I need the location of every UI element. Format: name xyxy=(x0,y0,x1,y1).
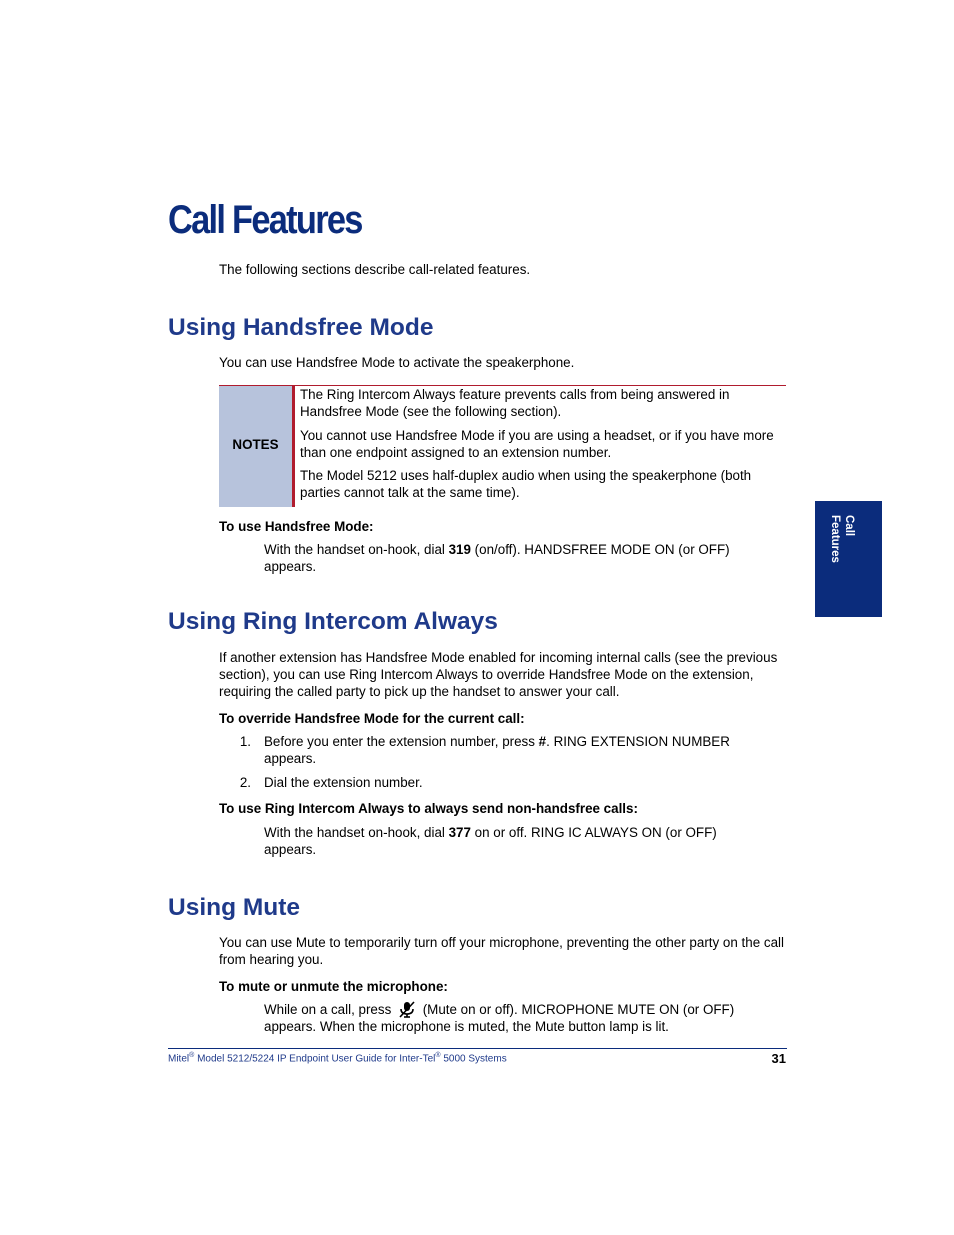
key-label: # xyxy=(538,734,547,749)
page-number: 31 xyxy=(771,1051,786,1066)
note-item: You cannot use Handsfree Mode if you are using a headset, or if you have more than one endpoint assigned to an extension number. xyxy=(300,428,774,460)
step-text: With the handset on-hook, dial xyxy=(264,825,449,840)
procedure-heading-always: To use Ring Intercom Always to always send non-handsfree calls: xyxy=(219,801,638,816)
section-heading-mute: Using Mute xyxy=(168,894,301,921)
registered-mark: ® xyxy=(189,1052,195,1059)
mute-step xyxy=(264,1001,769,1035)
step-text: . RING EXTENSION NUMBER appears. xyxy=(264,734,730,766)
chapter-side-tab xyxy=(815,501,882,617)
feature-code: 319 xyxy=(448,542,471,557)
procedure-heading-override: To override Handsfree Mode for the current call: xyxy=(219,711,525,726)
chapter-title: Call Features xyxy=(168,198,362,242)
ring-intercom-step xyxy=(264,824,769,858)
step-text: With the handset on-hook, dial xyxy=(264,542,449,557)
step-text: Before you enter the extension number, press xyxy=(264,734,539,749)
procedure-heading-handsfree: To use Handsfree Mode: xyxy=(219,519,374,534)
step-text: on or off. RING IC ALWAYS ON (or OFF) appears. xyxy=(264,825,717,857)
note-item: The Model 5212 uses half-duplex audio when using the speakerphone (both parties cannot talk at the same time). xyxy=(300,468,752,500)
registered-mark: ® xyxy=(435,1052,441,1059)
handsfree-step xyxy=(264,541,769,575)
step-number: 2. xyxy=(239,775,251,790)
notes-label: NOTES xyxy=(232,437,279,452)
list-item xyxy=(231,733,771,767)
note-item: The Ring Intercom Always feature prevents calls from being answered in Handsfree Mode (see the following section). xyxy=(300,387,730,419)
footer-rule xyxy=(168,1048,787,1049)
step-number: 1. xyxy=(239,734,251,749)
footer-brand: Mitel xyxy=(168,1053,190,1065)
ring-intercom-intro: If another extension has Handsfree Mode enabled for incoming internal calls (see the previous section), you can use Ring Intercom Always to override Handsfree Mode on the extension, requiring the called party to pick up the handset to answer your call. xyxy=(219,650,778,699)
side-tab-line: Call xyxy=(843,515,855,537)
notes-divider xyxy=(292,386,295,507)
step-text: (Mute on or off). MICROPHONE MUTE ON (or OFF) appears. When the microphone is muted, the Mute button lamp is lit. xyxy=(264,1002,735,1034)
footer-title xyxy=(168,1052,507,1064)
mute-intro: You can use Mute to temporarily turn off your microphone, preventing the other party on the call from hearing you. xyxy=(219,935,784,967)
mute-microphone-icon xyxy=(397,1001,417,1018)
list-item xyxy=(231,774,771,791)
step-text: Dial the extension number. xyxy=(264,775,423,790)
notes-box xyxy=(219,385,786,507)
procedure-heading-mute: To mute or unmute the microphone: xyxy=(219,979,448,994)
footer-text-end: 5000 Systems xyxy=(440,1053,507,1065)
section-heading-handsfree: Using Handsfree Mode xyxy=(168,314,434,341)
handsfree-intro: You can use Handsfree Mode to activate the speakerphone. xyxy=(219,355,575,370)
side-tab-label xyxy=(828,515,856,563)
chapter-intro: The following sections describe call-related features. xyxy=(219,262,531,277)
side-tab-line: Features xyxy=(829,515,841,563)
notes-label-cell xyxy=(219,386,292,507)
feature-code: 377 xyxy=(448,825,471,840)
step-text: While on a call, press xyxy=(264,1002,395,1017)
step-text-block xyxy=(264,733,771,767)
footer-text-middle: Model 5212/5224 IP Endpoint User Guide for Inter-Tel xyxy=(194,1053,436,1065)
section-heading-ring-intercom: Using Ring Intercom Always xyxy=(168,608,498,635)
step-text: (on/off). HANDSFREE MODE ON (or OFF) appears. xyxy=(264,542,730,574)
